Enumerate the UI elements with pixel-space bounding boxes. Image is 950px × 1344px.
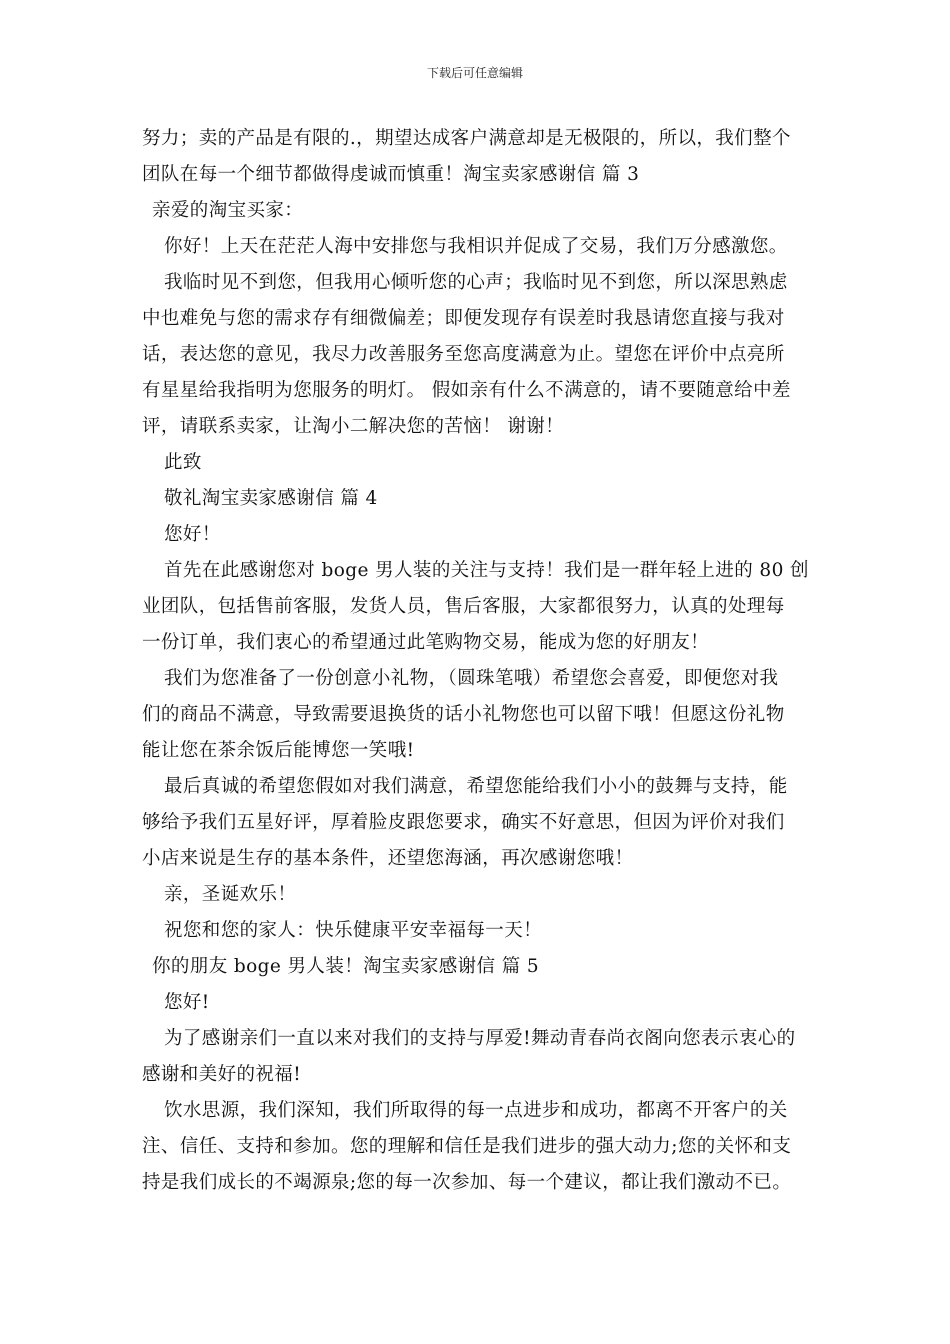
- text-line: 亲爱的淘宝买家：: [152, 200, 304, 221]
- text-line: 你的朋友 boge 男人装！淘宝卖家感谢信 篇 5: [152, 956, 540, 977]
- text-line: 我临时见不到您，但我用心倾听您的心声；我临时见不到您，所以深思熟虑: [164, 272, 788, 293]
- text-line: 评，请联系卖家，让淘小二解决您的苦恼！ 谢谢！: [142, 416, 565, 437]
- page-header: 下载后可任意编辑: [426, 66, 523, 80]
- text-line: 敬礼淘宝卖家感谢信 篇 4: [164, 488, 378, 509]
- text-line: 持是我们成长的不竭源泉;您的每一次参加、每一个建议，都让我们激动不已。: [142, 1172, 792, 1193]
- text-line: 我们为您准备了一份创意小礼物，（圆珠笔哦）希望您会喜爱，即便您对我: [164, 668, 779, 689]
- text-line: 您好!: [164, 992, 210, 1013]
- text-line: 一份订单，我们衷心的希望通过此笔购物交易，能成为您的好朋友！: [142, 632, 710, 653]
- text-line: 最后真诚的希望您假如对我们满意，希望您能给我们小小的鼓舞与支持，能: [164, 776, 788, 797]
- text-line: 你好！上天在茫茫人海中安排您与我相识并促成了交易，我们万分感激您。: [164, 236, 788, 257]
- text-line: 话，表达您的意见，我尽力改善服务至您高度满意为止。望您在评价中点亮所: [142, 344, 785, 365]
- text-line: 为了感谢亲们一直以来对我们的支持与厚爱!舞动青春尚衣阁向您表示衷心的: [164, 1028, 796, 1049]
- text-line: 饮水思源，我们深知，我们所取得的每一点进步和成功，都离不开客户的关: [164, 1100, 788, 1121]
- text-line: 能让您在茶余饭后能博您一笑哦!: [142, 740, 415, 761]
- text-line: 感谢和美好的祝福!: [142, 1064, 302, 1085]
- document-body: [142, 121, 814, 1201]
- text-line: 有星星给我指明为您服务的明灯。 假如亲有什么不满意的，请不要随意给中差: [142, 380, 791, 401]
- text-line: 亲，圣诞欢乐！: [164, 884, 297, 905]
- text-line: 您好！: [164, 524, 221, 545]
- text-line: 团队在每一个细节都做得虔诚而慎重！淘宝卖家感谢信 篇 3: [142, 164, 640, 185]
- text-line: 中也难免与您的需求存有细微偏差；即便发现存有误差时我恳请您直接与我对: [142, 308, 785, 329]
- text-line: 此致: [164, 452, 202, 473]
- text-line: 小店来说是生存的基本条件，还望您海涵，再次感谢您哦！: [142, 848, 634, 869]
- text-line: 们的商品不满意，导致需要退换货的话小礼物您也可以留下哦！但愿这份礼物: [142, 704, 785, 725]
- text-line: 够给予我们五星好评，厚着脸皮跟您要求，确实不好意思，但因为评价对我们: [142, 812, 785, 833]
- text-line: 祝您和您的家人：快乐健康平安幸福每一天！: [164, 920, 543, 941]
- text-line: 注、信任、支持和参加。您的理解和信任是我们进步的强大动力;您的关怀和支: [142, 1136, 792, 1157]
- text-line: 业团队，包括售前客服，发货人员，售后客服，大家都很努力，认真的处理每: [142, 596, 785, 617]
- text-line: 首先在此感谢您对 boge 男人装的关注与支持！我们是一群年轻上进的 80 创: [164, 560, 809, 581]
- text-line: 努力；卖的产品是有限的.，期望达成客户满意却是无极限的，所以，我们整个: [142, 128, 791, 149]
